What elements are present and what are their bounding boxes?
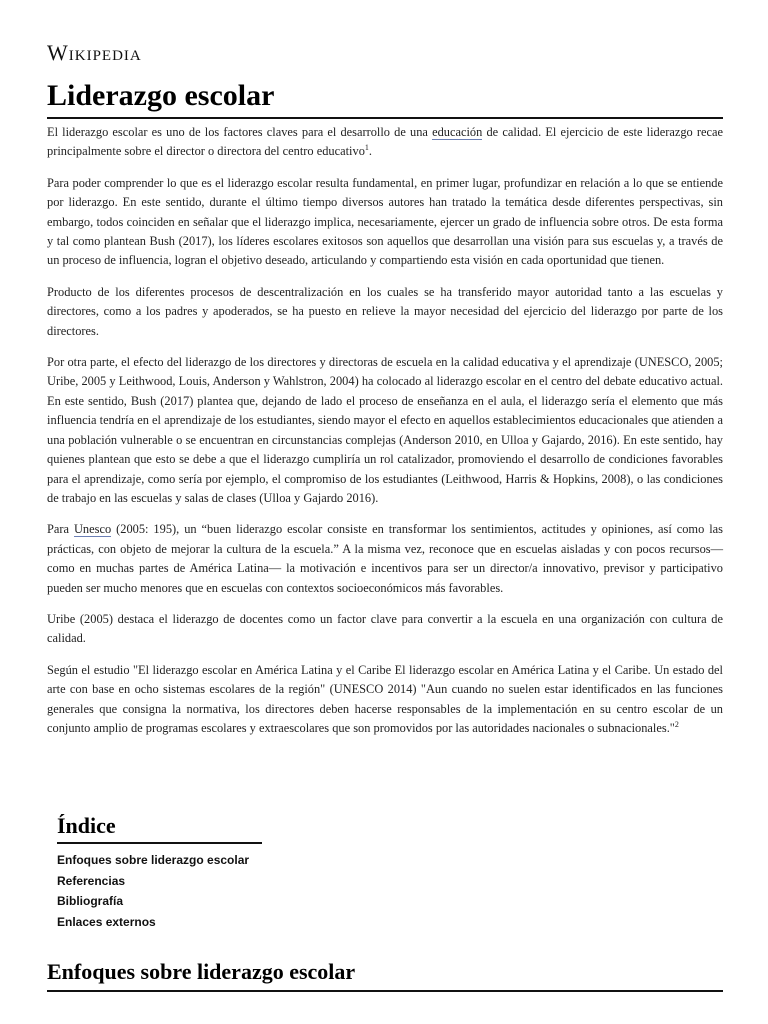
- paragraph-5: [47, 520, 723, 598]
- paragraph-3: Producto de los diferentes procesos de descentralización en los cuales se ha transferido mayor autoridad tanto a las escuelas y directores, como a los padres y apoderados, se ha puesto en relieve la mayor necesidad del ejercicio del liderazgo por parte de los directores.: [47, 284, 723, 338]
- paragraph-6: Uribe (2005) destaca el liderazgo de docentes como un factor clave para convertir a la escuela en una organización con cultura de calidad.: [47, 611, 723, 646]
- section-heading-enfoques: Enfoques sobre liderazgo escolar: [47, 958, 723, 992]
- reference-1[interactable]: 1: [364, 143, 369, 153]
- reference-2[interactable]: 2: [674, 719, 679, 729]
- paragraph-7: [47, 661, 723, 739]
- paragraph-text: El liderazgo escolar es uno de los factores claves para el desarrollo de una: [47, 125, 433, 139]
- toc-item-enlaces-externos[interactable]: Enlaces externos: [57, 914, 156, 929]
- toc-item-bibliografia[interactable]: Bibliografía: [57, 894, 124, 908]
- article-body: [47, 123, 723, 750]
- paragraph-text: (2005: 195), un “buen liderazgo escolar consiste en transformar los sentimientos, actitudes y opiniones, así como las prácticas, con objeto de mejorar la cultura de la escuela.” A la misma vez, reconoce que en escuelas aisladas y con pocos recursos—como en muchas partes de América Latina— la motivación e incentivos para ser un director/a innovativo, previsor y participativo pueden ser mucho menores que en escuelas con contextos socioeconómicos más favorables.: [47, 522, 723, 595]
- page-title: Liderazgo escolar: [47, 78, 723, 119]
- paragraph-text: de calidad. El ejercicio de este liderazgo recae principalmente sobre el director o directora del centro educativo: [47, 125, 724, 159]
- paragraph-2: Para poder comprender lo que es el liderazgo escolar resulta fundamental, en primer lugar, profundizar en relación a lo que se entiende por liderazgo. En este sentido, durante el último tiempo diversos autores han tratado la temática desde diferentes perspectivas, sin embargo, todos coinciden en señalar que el liderazgo implica, necesariamente, ejercer un grado de influencia sobre otros. De esta forma y tal como plantean Bush (2017), los líderes escolares exitosos son aquellos que desarrollan una visión para sus escuelas y, a través de un proceso de influencia, logran el objetivo deseado, articulando y compartiendo esta visión en cada oportunidad que tienen.: [47, 175, 723, 268]
- wikipedia-wordmark[interactable]: Wikipedia: [47, 40, 142, 65]
- paragraph-text: Para: [47, 522, 74, 537]
- link-unesco[interactable]: Unesco: [73, 522, 112, 537]
- paragraph-text: .: [368, 144, 372, 159]
- paragraph-text: Según el estudio "El liderazgo escolar en América Latina y el Caribe El liderazgo escolar en América Latina y el Caribe. Un estado del arte con base en ocho sistemas escolares de la región" (UNESCO 2014) "Aun cuando no suelen estar identificados en las funciones generales que consigna la normativa, los directores deben hacerse responsables de la implementación en su centro escolar de un conjunto amplio de programas escolares y extraescolares que son promovidos por las autoridades nacionales o subnacionales.": [47, 662, 723, 735]
- link-educacion[interactable]: educación: [432, 125, 483, 139]
- toc-item-enfoques[interactable]: Enfoques sobre liderazgo escolar: [57, 853, 250, 867]
- toc-title: Índice: [57, 812, 262, 844]
- paragraph-4: Por otra parte, el efecto del liderazgo de los directores y directoras de escuela en la calidad educativa y el aprendizaje (UNESCO, 2005; Uribe, 2005 y Leithwood, Louis, Anderson y Wahlstron, 2004) ha colocado al liderazgo escolar en el centro del debate educativo actual. En este sentido, Bush (2017) plantea que, dejando de lado el proceso de enseñanza en el aula, el liderazgo sería el elemento que más influencia tendría en el aprendizaje de los estudiantes, siendo mayor el efecto en aquellos establecimientos educacionales que atienden a una población vulnerable o se encuentran en circunstancias complejas (Anderson 2010, en Ulloa y Gajardo, 2016). En este sentido, hay quienes plantean que esto se debe a que el liderazgo cumpliría un rol catalizador, promoviendo el desarrollo de condiciones favorables para el aprendizaje, como sería por ejemplo, el compromiso de los estudiantes (Leithwood, Harris & Hopkins, 2008), o las condiciones de trabajo en las escuelas y salas de clases (Ulloa y Gajardo 2016).: [47, 355, 723, 505]
- table-of-contents: [57, 812, 262, 932]
- paragraph-1: [47, 123, 723, 162]
- toc-item-referencias[interactable]: Referencias: [57, 873, 126, 888]
- toc-list: [57, 850, 262, 932]
